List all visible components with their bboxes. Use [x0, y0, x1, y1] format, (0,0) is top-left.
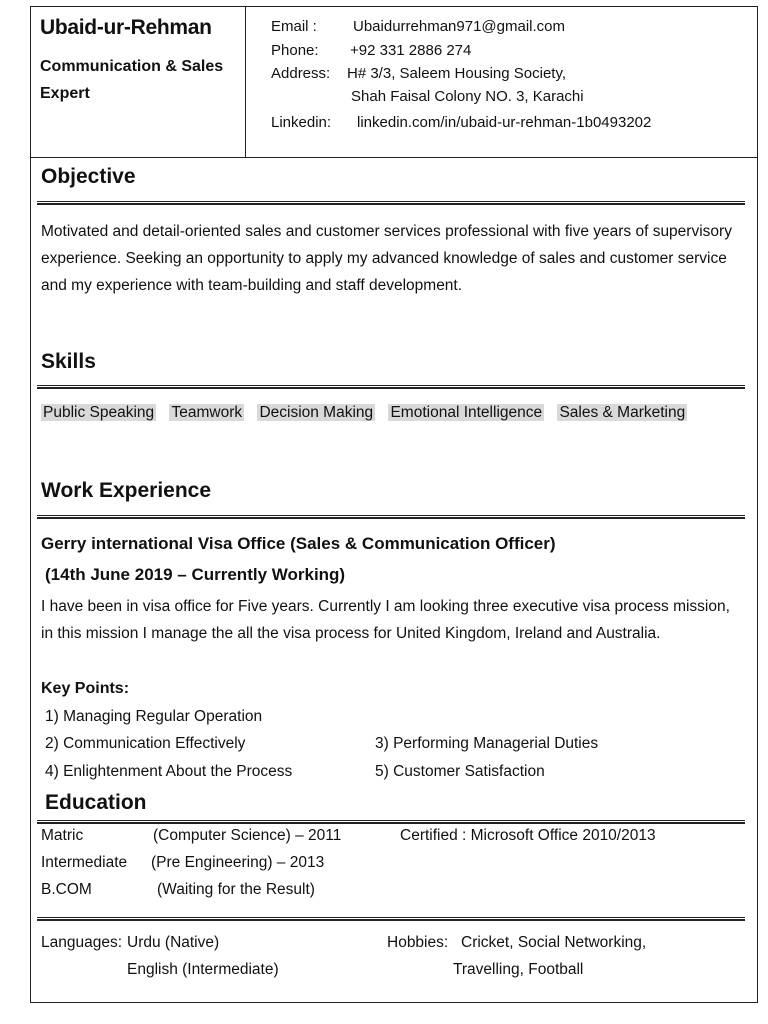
job-description: I have been in visa office for Five years. Currently I am looking three executive visa process mission, in this mission I manage the all the visa process for United Kingdom, Ireland and Australia.: [41, 598, 730, 642]
phone-value: +92 331 2886 274: [350, 42, 472, 59]
languages-label: Languages:: [41, 934, 123, 951]
footer-divider: [37, 917, 745, 921]
address-line-1: H# 3/3, Saleem Housing Society,: [347, 65, 567, 82]
email-link[interactable]: Ubaidurrehman971@gmail.com: [353, 18, 565, 35]
address-label: Address:: [271, 65, 331, 82]
resume-page: [30, 6, 758, 1003]
hobbies-line: Cricket, Social Networking,: [461, 934, 647, 951]
candidate-name: Ubaid-ur-Rehman: [40, 16, 212, 39]
hobbies-line: Travelling, Football: [453, 961, 584, 978]
name-block: [31, 7, 246, 157]
key-point: 2) Communication Effectively: [45, 735, 246, 752]
email-label: Email :: [271, 18, 317, 35]
work-divider: [37, 515, 745, 519]
candidate-role: Communication & Sales Expert: [40, 58, 224, 102]
objective-heading: Objective: [41, 165, 136, 188]
key-point: 3) Performing Managerial Duties: [375, 735, 599, 752]
education-degree: B.COM: [41, 881, 92, 898]
language-item: Urdu (Native): [127, 934, 220, 951]
key-points-heading: Key Points:: [41, 680, 130, 697]
key-point: 4) Enlightenment About the Process: [45, 763, 293, 780]
objective-divider: [37, 201, 745, 205]
skill-tag: Emotional Intelligence: [390, 404, 543, 421]
key-point: 5) Customer Satisfaction: [375, 763, 545, 780]
skill-tag: Decision Making: [259, 404, 374, 421]
education-detail: (Waiting for the Result): [157, 881, 315, 898]
linkedin-link[interactable]: linkedin.com/in/ubaid-ur-rehman-1b0493202: [357, 114, 652, 131]
phone-label: Phone:: [271, 42, 319, 59]
address-line-2: Shah Faisal Colony NO. 3, Karachi: [351, 88, 584, 105]
education-detail: (Computer Science) – 2011: [153, 827, 342, 844]
language-item: English (Intermediate): [127, 961, 279, 978]
skill-tag: Teamwork: [171, 404, 243, 421]
education-degree: Matric: [41, 827, 84, 844]
hobbies-label: Hobbies:: [387, 934, 449, 951]
objective-text: Motivated and detail-oriented sales and customer services professional with five years of supervisory experience. Seeking an opportunity to apply my advanced knowledge of sales and customer service and my experience with team-building and staff development.: [41, 223, 732, 294]
skills-heading: Skills: [41, 350, 96, 373]
skills-divider: [37, 385, 745, 389]
skill-tag: Public Speaking: [43, 404, 155, 421]
education-heading: Education: [45, 791, 147, 814]
work-heading: Work Experience: [41, 479, 212, 502]
resume-header: [31, 7, 757, 158]
linkedin-label: Linkedin:: [271, 114, 332, 131]
education-degree: Intermediate: [41, 854, 128, 871]
certification: Certified : Microsoft Office 2010/2013: [400, 827, 656, 844]
job-period: (14th June 2019 – Currently Working): [45, 565, 346, 584]
skills-list: [41, 399, 741, 426]
education-divider: [37, 820, 745, 824]
job-title: Gerry international Visa Office (Sales & Communication Officer): [41, 534, 556, 553]
education-detail: (Pre Engineering) – 2013: [151, 854, 325, 871]
skill-tag: Sales & Marketing: [559, 404, 686, 421]
key-point: 1) Managing Regular Operation: [45, 708, 263, 725]
